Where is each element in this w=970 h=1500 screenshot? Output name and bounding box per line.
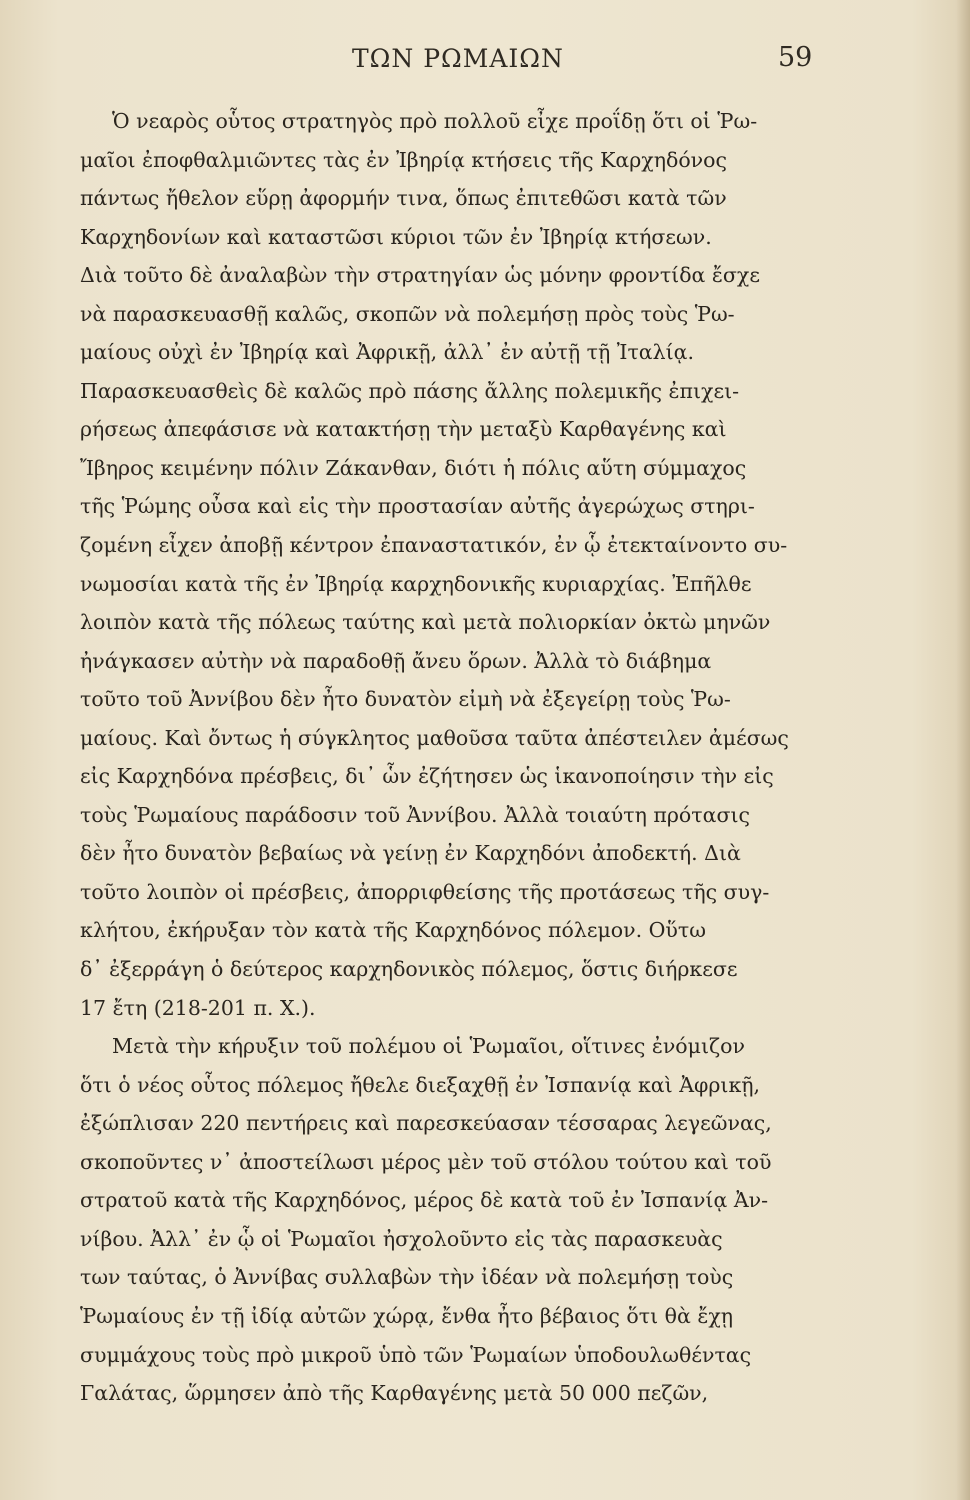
text-line-content: μαῖοι ἐποφθαλμιῶντες τὰς ἐν Ἰβηρίᾳ κτήσεις τῆς Καρχηδόνος: [80, 147, 727, 172]
page-number: 59: [778, 42, 813, 73]
text-line-content: Διὰ τοῦτο δὲ ἀναλαβὼν τὴν στρατηγίαν ὡς μόνην φροντίδα ἔσχε: [80, 263, 760, 288]
page-header: [0, 44, 970, 84]
text-line-content: ρήσεως ἀπεφάσισε νὰ κατακτήσῃ τὴν μεταξὺ Καρθαγένης καὶ: [80, 417, 727, 442]
text-line: [80, 989, 825, 1028]
text-line: [80, 565, 825, 604]
text-line: [80, 1143, 825, 1182]
text-line-content: δ᾽ ἐξερράγη ὁ δεύτερος καρχηδονικὸς πόλεμος, ὅστις διήρκεσε: [80, 957, 738, 982]
text-line-content: ὅτι ὁ νέος οὗτος πόλεμος ἤθελε διεξαχθῇ ἐν Ἰσπανίᾳ καὶ Ἀφρικῇ,: [80, 1072, 761, 1097]
text-line-content: πάντως ἤθελον εὕρῃ ἀφορμήν τινα, ὅπως ἐπιτεθῶσι κατὰ τῶν: [80, 186, 727, 211]
text-line: [80, 1066, 825, 1105]
text-line-content: τῆς Ῥώμης οὖσα καὶ εἰς τὴν προστασίαν αὐτῆς ἀγερώχως στηρι-: [80, 494, 755, 519]
text-line-content: συμμάχους τοὺς πρὸ μικροῦ ὑπὸ τῶν Ῥωμαίων ὑποδουλωθέντας: [80, 1342, 752, 1367]
body-text: [80, 102, 825, 1413]
text-line: [80, 796, 825, 835]
text-line: [80, 719, 825, 758]
text-line-content: Ἴβηρος κειμένην πόλιν Ζάκανθαν, διότι ἡ πόλις αὕτη σύμμαχος: [80, 455, 747, 480]
text-line: [80, 834, 825, 873]
text-line-content: νίβου. Ἀλλ᾽ ἐν ᾧ οἱ Ῥωμαῖοι ἠσχολοῦντο εἰς τὰς παρασκευὰς: [80, 1226, 723, 1251]
text-line-content: 17 ἔτη (218-201 π. Χ.).: [80, 995, 316, 1020]
text-line: [80, 680, 825, 719]
text-line-content: στρατοῦ κατὰ τῆς Καρχηδόνος, μέρος δὲ κατὰ τοῦ ἐν Ἰσπανίᾳ Ἀν-: [80, 1188, 769, 1213]
text-line-content: λοιπὸν κατὰ τῆς πόλεως ταύτης καὶ μετὰ πολιορκίαν ὀκτὼ μηνῶν: [80, 610, 771, 635]
text-line: [80, 1297, 825, 1336]
text-line: [80, 1258, 825, 1297]
text-line-content: Ῥωμαίους ἐν τῇ ἰδίᾳ αὐτῶν χώρᾳ, ἔνθα ἦτο βέβαιος ὅτι θὰ ἔχῃ: [80, 1303, 734, 1328]
text-line-content: σκοποῦντες ν᾽ ἀποστείλωσι μέρος μὲν τοῦ στόλου τούτου καὶ τοῦ: [80, 1149, 772, 1174]
text-line: [80, 141, 825, 180]
text-line: [80, 256, 825, 295]
text-line: [80, 873, 825, 912]
text-line: [80, 410, 825, 449]
text-line: [80, 757, 825, 796]
text-line: [80, 603, 825, 642]
text-line: [80, 102, 825, 141]
text-line-content: μαίους. Καὶ ὄντως ἡ σύγκλητος μαθοῦσα ταῦτα ἀπέστειλεν ἀμέσως: [80, 725, 789, 750]
text-line: [80, 295, 825, 334]
text-line-content: νωμοσίαι κατὰ τῆς ἐν Ἰβηρίᾳ καρχηδονικῆς κυριαρχίας. Ἐπῆλθε: [80, 571, 752, 596]
text-line-content: τοῦτο τοῦ Ἀννίβου δὲν ἦτο δυνατὸν εἰμὴ νὰ ἐξεγείρῃ τοὺς Ῥω-: [80, 687, 731, 712]
text-line: [80, 179, 825, 218]
text-line-content: Ὁ νεαρὸς οὗτος στρατηγὸς πρὸ πολλοῦ εἶχε προΐδῃ ὅτι οἱ Ῥω-: [112, 109, 758, 133]
text-line-content: κλήτου, ἐκήρυξαν τὸν κατὰ τῆς Καρχηδόνος πόλεμον. Οὕτω: [80, 918, 706, 943]
text-line-content: τοὺς Ῥωμαίους παράδοσιν τοῦ Ἀννίβου. Ἀλλὰ τοιαύτη πρότασις: [80, 802, 750, 827]
text-line: [80, 1374, 825, 1413]
text-line-content: των ταύτας, ὁ Ἀννίβας συλλαβὼν τὴν ἰδέαν νὰ πολεμήσῃ τοὺς: [80, 1265, 734, 1290]
text-line: [80, 218, 825, 257]
text-line-content: Καρχηδονίων καὶ καταστῶσι κύριοι τῶν ἐν Ἰβηρίᾳ κτήσεων.: [80, 224, 712, 249]
running-title: ΤΩΝ ΡΩΜΑΙΩΝ: [352, 44, 564, 73]
text-line-content: Μετὰ τὴν κήρυξιν τοῦ πολέμου οἱ Ῥωμαῖοι, οἵτινες ἐνόμιζον: [112, 1034, 745, 1059]
text-line: [80, 1220, 825, 1259]
text-line: [80, 950, 825, 989]
text-line-content: Γαλάτας, ὥρμησεν ἀπὸ τῆς Καρθαγένης μετὰ 50 000 πεζῶν,: [80, 1381, 709, 1406]
text-line: [80, 487, 825, 526]
text-line: [80, 449, 825, 488]
text-line-content: Παρασκευασθεὶς δὲ καλῶς πρὸ πάσης ἄλλης πολεμικῆς ἐπιχει-: [80, 378, 740, 403]
text-line: [80, 911, 825, 950]
text-line-content: τοῦτο λοιπὸν οἱ πρέσβεις, ἀπορριφθείσης τῆς προτάσεως τῆς συγ-: [80, 879, 770, 904]
text-line: [80, 1104, 825, 1143]
text-line-content: δὲν ἦτο δυνατὸν βεβαίως νὰ γείνῃ ἐν Καρχηδόνι ἀποδεκτή. Διὰ: [80, 841, 741, 866]
text-line: [80, 526, 825, 565]
text-line: [80, 372, 825, 411]
text-line-content: ἐξώπλισαν 220 πεντήρεις καὶ παρεσκεύασαν τέσσαρας λεγεῶνας,: [80, 1111, 772, 1136]
text-line: [80, 642, 825, 681]
text-line-content: μαίους οὐχὶ ἐν Ἰβηρίᾳ καὶ Ἀφρικῇ, ἀλλ᾽ ἐν αὐτῇ τῇ Ἰταλίᾳ.: [80, 340, 695, 365]
text-line-content: ἠνάγκασεν αὐτὴν νὰ παραδοθῇ ἄνευ ὅρων. Ἀλλὰ τὸ διάβημα: [80, 648, 712, 673]
text-line: [80, 1181, 825, 1220]
text-line-content: εἰς Καρχηδόνα πρέσβεις, δι᾽ ὧν ἐζήτησεν ὡς ἱκανοποίησιν τὴν εἰς: [80, 764, 774, 789]
text-line-content: νὰ παρασκευασθῇ καλῶς, σκοπῶν νὰ πολεμήσῃ πρὸς τοὺς Ῥω-: [80, 301, 735, 326]
text-line: [80, 1027, 825, 1066]
page-edge-shadow: [956, 0, 970, 1500]
text-line-content: ζομένη εἶχεν ἀποβῇ κέντρον ἐπαναστατικόν, ἐν ᾧ ἐτεκταίνοντο συ-: [80, 533, 788, 558]
text-line: [80, 333, 825, 372]
text-line: [80, 1336, 825, 1375]
